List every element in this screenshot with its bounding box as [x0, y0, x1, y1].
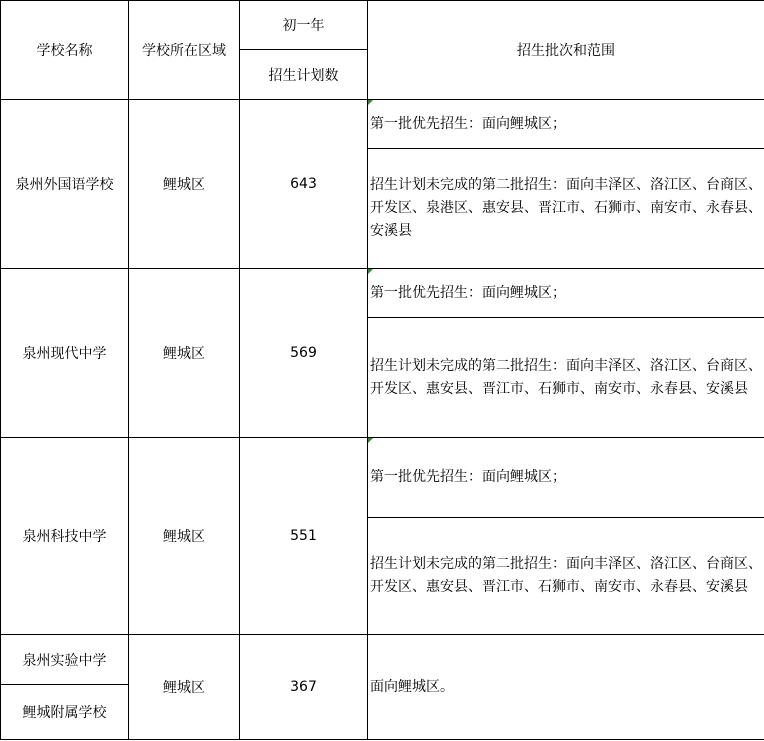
school-name-cell: 泉州现代中学 — [1, 269, 129, 438]
header-plan-count: 招生计划数 — [240, 50, 368, 100]
table-row — [1, 438, 764, 518]
school-name-cell: 鲤城附属学校 — [1, 685, 129, 740]
plan-count-cell: 569 — [240, 269, 368, 438]
plan-count-cell: 551 — [240, 438, 368, 635]
table-row — [1, 100, 764, 149]
school-name-cell: 泉州实验中学 — [1, 635, 129, 685]
district-cell: 鲤城区 — [129, 438, 240, 635]
table-row — [1, 269, 764, 318]
school-name-cell: 泉州科技中学 — [1, 438, 129, 635]
first-batch-cell: 第一批优先招生：面向鲤城区； — [368, 269, 764, 318]
plan-count-cell: 367 — [240, 635, 368, 740]
second-batch-cell: 招生计划未完成的第二批招生：面向丰泽区、洛江区、台商区、开发区、惠安县、晋江市、石狮市、南安市、永春县、安溪县 — [368, 518, 764, 635]
first-batch-cell: 第一批优先招生：面向鲤城区； — [368, 100, 764, 149]
school-name-cell: 泉州外国语学校 — [1, 100, 129, 269]
header-grade: 初一年 — [240, 1, 368, 50]
plan-count-cell: 643 — [240, 100, 368, 269]
scope-cell: 面向鲤城区。 — [368, 635, 764, 740]
district-cell: 鲤城区 — [129, 635, 240, 740]
header-scope: 招生批次和范围 — [368, 1, 764, 100]
table-row — [1, 635, 764, 685]
header-school-name: 学校名称 — [1, 1, 129, 100]
first-batch-cell: 第一批优先招生：面向鲤城区； — [368, 438, 764, 518]
header-district: 学校所在区域 — [129, 1, 240, 100]
second-batch-cell: 招生计划未完成的第二批招生：面向丰泽区、洛江区、台商区、开发区、泉港区、惠安县、晋江市、石狮市、南安市、永春县、安溪县 — [368, 149, 764, 269]
district-cell: 鲤城区 — [129, 269, 240, 438]
district-cell: 鲤城区 — [129, 100, 240, 269]
second-batch-cell: 招生计划未完成的第二批招生：面向丰泽区、洛江区、台商区、开发区、惠安县、晋江市、石狮市、南安市、永春县、安溪县 — [368, 318, 764, 438]
